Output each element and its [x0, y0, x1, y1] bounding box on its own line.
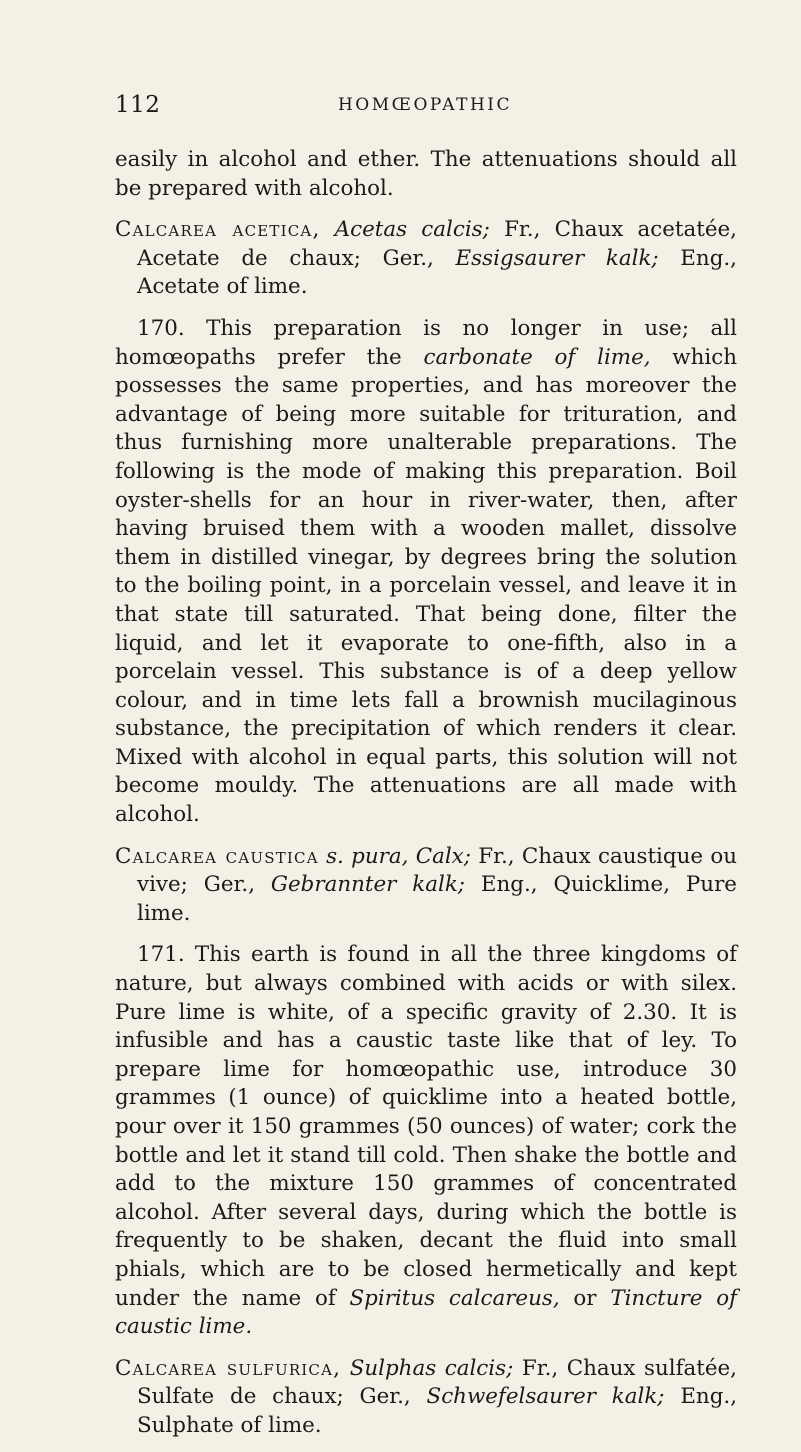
paragraph-text: 171. This earth is found in all the three kingdoms of nature, but always combined with acids or with silex. Pure lime is white, of a specific gravity of 2.30. It is infusible and has a caustic taste like that of ley. To prepare lime for homœopathic use, introduce 30 grammes (1 ounce) of quicklime into a heated bottle, pour over it 150 grammes (50 ounces) of water; cork the bottle and let it stand till cold. Then shake the bottle and add to the mixture 150 grammes of concentrated alcohol. After several days, during which the bottle is frequently to be shaken, decant the fluid into small phials, which are to be closed hermetically and kept under the name of — [115, 942, 737, 1311]
entry-calcarea-caustica — [115, 843, 737, 929]
paragraph-text: which possesses the same properties, and has moreover the advantage of being more suitable for trituration, and thus furnishing more unalterable preparations. The following is the mode of making this preparation. Boil oyster-shells for an hour in river-water, then, after having bruised them with a wooden mallet, dissolve them in distilled vinegar, by degrees bring the solution to the boiling point, in a porcelain vessel, and leave it in that state till saturated. That being done, filter the liquid, and let it evaporate to one-fifth, also in a porcelain vessel. This substance is of a deep yellow colour, and in time lets fall a brownish mucilaginous substance, the precipitation of which renders it clear. Mixed with alcohol in equal parts, this solution will not become mouldy. The attenuations are all made with alcohol. — [115, 344, 737, 828]
entry-calcarea-acetica — [115, 216, 737, 302]
page-number: 112 — [115, 92, 161, 118]
entry-term: Calcarea sulfurica, — [115, 1355, 342, 1381]
paragraph-171 — [115, 941, 737, 1341]
paragraph-emphasis: Spiritus calcareus, — [349, 1285, 560, 1311]
running-title: HOMŒOPATHIC — [337, 95, 513, 115]
entry-english-name: Eng., Quicklime, Pure lime. — [137, 872, 737, 926]
entry-english-name: Eng., Acetate of lime. — [137, 245, 737, 300]
entry-french-label: Fr., Chaux sulfatée, Sulfate de chaux; Ger., — [137, 1355, 737, 1410]
entry-german-name: Schwefelsaurer kalk; — [426, 1384, 665, 1410]
body-text — [115, 146, 737, 1452]
entry-english-name: Eng., Sulphate of lime. — [137, 1384, 737, 1438]
running-head — [115, 92, 735, 122]
paragraph-emphasis: carbonate of lime, — [423, 344, 651, 370]
entry-term: Calcarea acetica, — [115, 217, 321, 243]
entry-latin-name: s. pura, Calx; — [326, 843, 471, 869]
entry-french-label: Fr., Chaux caustique ou vive; Ger., — [137, 843, 737, 898]
entry-french-label: Fr., Chaux acetatée, Acetate de chaux; Ger., — [137, 217, 737, 271]
entry-calcarea-sulfurica — [115, 1355, 737, 1441]
entry-latin-name: Sulphas calcis; — [349, 1355, 514, 1381]
entry-german-name: Gebrannter kalk; — [270, 872, 465, 898]
entry-german-name: Essigsaurer kalk; — [455, 245, 659, 271]
entry-term: Calcarea caustica — [115, 843, 319, 869]
paragraph-170 — [115, 315, 737, 830]
paragraph-emphasis: Tincture of caustic lime. — [115, 1285, 737, 1340]
paragraph-text: or — [573, 1285, 597, 1311]
paragraph-continuation: easily in alcohol and ether. The attenuations should all be prepared with alcohol. — [115, 147, 737, 201]
entry-latin-name: Acetas calcis; — [334, 217, 490, 243]
paragraph-text: 170. This preparation is no longer in use; all homœopaths prefer the — [115, 315, 737, 370]
